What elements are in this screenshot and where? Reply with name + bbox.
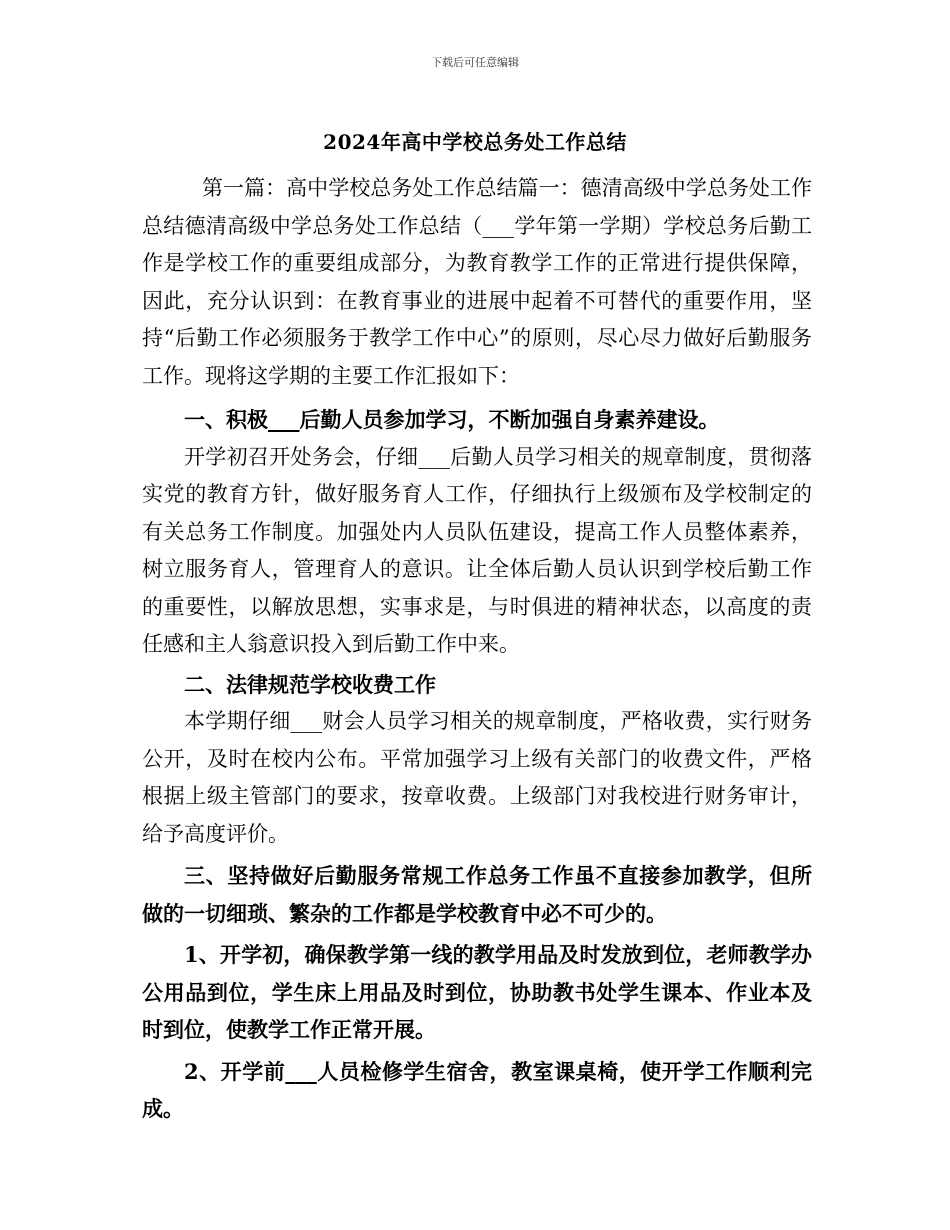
section2-body: 本学期仔细___财会人员学习相关的规章制度，严格收费，实行财务公开，及时在校内公布。平常加强学习上级有关部门的收费文件，严格根据上级主管部门的要求，按章收费。上级部门对我校进行财务审计，给予高度评价。	[142, 709, 812, 846]
section1-body: 开学初召开处务会，仔细___后勤人员学习相关的规章制度，贯彻落实党的教育方针，做好服务育人工作，仔细执行上级颁布及学校制定的有关总务工作制度。加强处内人员队伍建设，提高工作人员整体素养，树立服务育人，管理育人的意识。让全体后勤人员认识到学校后勤工作的重要性，以解放思想，实事求是，与时俱进的精神状态，以高度的责任感和主人翁意识投入到后勤工作中来。	[142, 444, 812, 656]
intro-paragraph: 第一篇：高中学校总务处工作总结篇一：德清高级中学总务处工作总结德清高级中学总务处工作总结（___学年第一学期）学校总务后勤工作是学校工作的重要组成部分，为教育教学工作的正常进行提供保障，因此，充分认识到：在教育事业的进展中起着不可替代的重要作用，坚持“后勤工作必须服务于教学工作中心”的原则，尽心尽力做好后勤服务工作。现将这学期的主要工作汇报如下：	[142, 176, 812, 388]
document-body	[142, 170, 812, 1128]
section3-heading: 三、坚持做好后勤服务常规工作总务工作虽不直接参加教学，但所做的一切细琐、繁杂的工作都是学校教育中必不可少的。	[142, 863, 812, 926]
header-note: 下载后可任意编辑	[431, 56, 519, 69]
item-1: 1、开学初，确保教学第一线的教学用品及时发放到位，老师教学办公用品到位，学生床上用品及时到位，协助教书处学生课本、作业本及时到位，使教学工作正常开展。	[142, 942, 812, 1042]
document-title: 2024年高中学校总务处工作总结	[323, 130, 627, 154]
section2-heading: 二、法律规范学校收费工作	[184, 671, 436, 697]
section1-heading: 一、积极___后勤人员参加学习，不断加强自身素养建设。	[184, 407, 720, 432]
item-2: 2、开学前___人员检修学生宿舍，教室课桌椅，使开学工作顺利完成。	[142, 1058, 812, 1121]
